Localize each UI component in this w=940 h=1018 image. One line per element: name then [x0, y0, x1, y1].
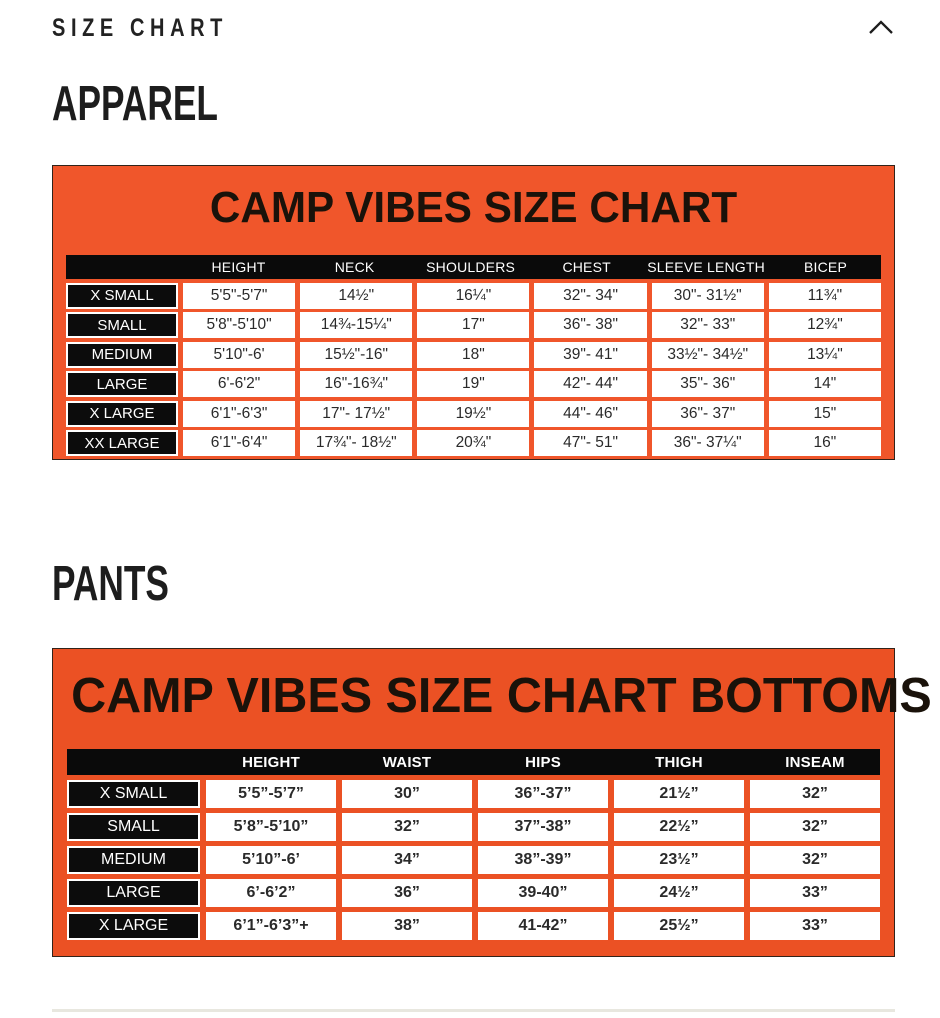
size-cell: 19½"	[417, 401, 529, 427]
column-header: HIPS	[525, 753, 561, 771]
size-label: LARGE	[66, 371, 178, 397]
column-header: BICEP	[803, 259, 847, 275]
size-cell: 15½"-16"	[300, 342, 412, 368]
size-cell: 5’10”-6’	[206, 846, 336, 874]
size-cell: 30"- 31½"	[652, 283, 764, 309]
size-cell: 16"	[769, 430, 881, 456]
size-cell: 36"- 37"	[652, 401, 764, 427]
size-cell: 38”	[342, 912, 472, 940]
size-cell: 33”	[750, 912, 880, 940]
table-row	[67, 879, 880, 907]
size-label: LARGE	[67, 879, 200, 907]
size-cell: 41-42”	[478, 912, 608, 940]
column-header: SHOULDERS	[426, 259, 516, 275]
column-header: THIGH	[655, 753, 703, 771]
table-row	[67, 813, 880, 841]
size-cell: 6'1"-6'3"	[183, 401, 295, 427]
chevron-up-icon[interactable]	[867, 17, 895, 39]
size-cell: 39-40”	[478, 879, 608, 907]
size-label: SMALL	[66, 312, 178, 338]
apparel-size-chart	[52, 165, 895, 460]
size-cell: 35"- 36"	[652, 371, 764, 397]
size-cell: 20¾"	[417, 430, 529, 456]
size-cell: 32"- 33"	[652, 312, 764, 338]
size-cell: 32"- 34"	[534, 283, 646, 309]
pants-chart-title: CAMP VIBES SIZE CHART BOTTOMS	[71, 669, 932, 723]
column-header: NECK	[334, 259, 375, 275]
apparel-chart-title: CAMP VIBES SIZE CHART	[209, 183, 738, 232]
pants-table-header	[67, 749, 880, 775]
size-cell: 47"- 51"	[534, 430, 646, 456]
size-cell: 37”-38”	[478, 813, 608, 841]
column-header: HEIGHT	[211, 259, 266, 275]
size-cell: 14¾-15¼"	[300, 312, 412, 338]
table-row	[66, 430, 881, 456]
size-cell: 14"	[769, 371, 881, 397]
size-cell: 39"- 41"	[534, 342, 646, 368]
size-cell: 12¾"	[769, 312, 881, 338]
size-label: MEDIUM	[67, 846, 200, 874]
size-cell: 11¾"	[769, 283, 881, 309]
column-header: INSEAM	[785, 753, 845, 771]
size-cell: 16¼"	[417, 283, 529, 309]
size-cell: 32”	[750, 780, 880, 808]
size-cell: 6’-6’2”	[206, 879, 336, 907]
section-divider	[52, 1009, 895, 1012]
size-cell: 13¼"	[769, 342, 881, 368]
pants-size-chart	[52, 648, 932, 957]
column-header: HEIGHT	[242, 753, 300, 771]
size-label: X SMALL	[67, 780, 200, 808]
size-cell: 36”-37”	[478, 780, 608, 808]
size-cell: 25½”	[614, 912, 744, 940]
size-cell: 5'10"-6'	[183, 342, 295, 368]
size-label: X LARGE	[66, 401, 178, 427]
size-cell: 5'8"-5'10"	[183, 312, 295, 338]
size-cell: 5’5”-5’7”	[206, 780, 336, 808]
table-row	[66, 371, 881, 397]
size-cell: 34”	[342, 846, 472, 874]
size-cell: 19"	[417, 371, 529, 397]
size-cell: 17¾"- 18½"	[300, 430, 412, 456]
size-cell: 32”	[750, 846, 880, 874]
size-cell: 5'5"-5'7"	[183, 283, 295, 309]
size-cell: 17"- 17½"	[300, 401, 412, 427]
size-cell: 22½”	[614, 813, 744, 841]
table-row	[66, 283, 881, 309]
size-cell: 44"- 46"	[534, 401, 646, 427]
column-header: SLEEVE LENGTH	[647, 259, 765, 275]
size-cell: 36"- 37¼"	[652, 430, 764, 456]
size-cell: 33½"- 34½"	[652, 342, 764, 368]
size-cell: 5’8”-5’10”	[206, 813, 336, 841]
size-chart-section-header[interactable]	[52, 0, 895, 43]
size-cell: 17"	[417, 312, 529, 338]
size-cell: 6’1”-6’3”+	[206, 912, 336, 940]
column-header: CHEST	[562, 259, 611, 275]
size-cell: 36"- 38"	[534, 312, 646, 338]
size-cell: 23½”	[614, 846, 744, 874]
size-cell: 42"- 44"	[534, 371, 646, 397]
size-cell: 30”	[342, 780, 472, 808]
size-cell: 21½”	[614, 780, 744, 808]
size-cell: 38”-39”	[478, 846, 608, 874]
size-cell: 24½”	[614, 879, 744, 907]
size-cell: 6'1"-6'4"	[183, 430, 295, 456]
table-row	[66, 342, 881, 368]
size-cell: 6'-6'2"	[183, 371, 295, 397]
size-cell: 15"	[769, 401, 881, 427]
pants-heading: PANTS	[52, 557, 169, 611]
apparel-table-header	[66, 255, 881, 279]
table-row	[67, 846, 880, 874]
size-cell: 33”	[750, 879, 880, 907]
table-row	[66, 401, 881, 427]
size-label: XX LARGE	[66, 430, 178, 456]
section-title: SIZE CHART	[52, 13, 228, 42]
size-label: SMALL	[67, 813, 200, 841]
size-cell: 36”	[342, 879, 472, 907]
size-cell: 32”	[342, 813, 472, 841]
table-row	[67, 912, 880, 940]
size-label: MEDIUM	[66, 342, 178, 368]
table-row	[66, 312, 881, 338]
column-header: WAIST	[382, 753, 432, 771]
apparel-heading: APPAREL	[52, 77, 218, 131]
size-cell: 18"	[417, 342, 529, 368]
size-cell: 14½"	[300, 283, 412, 309]
table-row	[67, 780, 880, 808]
size-cell: 32”	[750, 813, 880, 841]
size-label: X LARGE	[67, 912, 200, 940]
size-cell: 16"-16¾"	[300, 371, 412, 397]
size-label: X SMALL	[66, 283, 178, 309]
